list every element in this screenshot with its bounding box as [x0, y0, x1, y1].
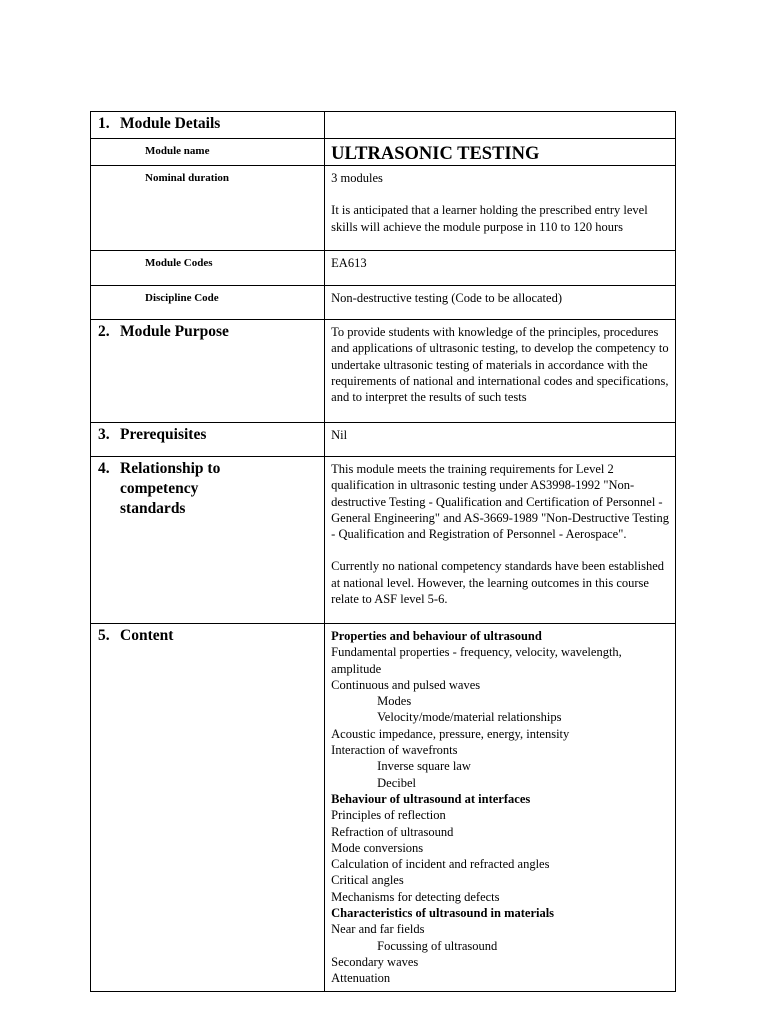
purpose-line: requirements of national and international codes and specifications,	[331, 373, 669, 388]
content-item: Mode conversions	[331, 840, 424, 855]
content-item: Critical angles	[331, 873, 404, 888]
nominal-duration-label: Nominal duration	[91, 166, 325, 251]
section-content	[91, 624, 325, 992]
discipline-code-value: Non-destructive testing (Code to be allocated)	[325, 286, 676, 320]
section-label: Content	[120, 627, 174, 644]
purpose-line: and to interpret the results of such tests	[331, 390, 527, 405]
module-purpose-text	[325, 320, 676, 423]
relationship-line: This module meets the training requirements for Level 2	[331, 462, 614, 476]
content-list	[325, 624, 676, 992]
content-item: Near and far fields	[331, 922, 425, 937]
nominal-duration-line: It is anticipated that a learner holding the prescribed entry level	[331, 203, 648, 218]
section-label	[120, 459, 220, 519]
content-item: Modes	[377, 694, 412, 709]
section-module-details	[91, 112, 325, 139]
content-item: Decibel	[377, 775, 417, 790]
purpose-line: To provide students with knowledge of the principles, procedures	[331, 325, 659, 339]
relationship-line: relate to ASF level 5-6.	[331, 592, 448, 607]
section-number: 5.	[98, 627, 110, 644]
module-details-table	[90, 111, 676, 992]
relationship-line: - Qualification and Registration of Personnel - Aerospace".	[331, 527, 627, 542]
content-heading: Characteristics of ultrasound in materials	[331, 906, 555, 921]
nominal-duration-line: skills will achieve the module purpose in 110 to 120 hours	[331, 219, 624, 234]
content-item: Mechanisms for detecting defects	[331, 889, 500, 904]
relationship-line: General Engineering" and AS-3669-1989 "Non-Destructive Testing	[331, 510, 669, 525]
content-item: Secondary waves	[331, 954, 419, 969]
content-heading: Properties and behaviour of ultrasound	[331, 629, 542, 643]
discipline-code-label: Discipline Code	[91, 286, 325, 320]
purpose-line: and applications of ultrasonic testing, to develop the competency to	[331, 341, 669, 356]
nominal-duration-cell	[325, 166, 676, 251]
content-item: Inverse square law	[377, 759, 471, 774]
content-item: Refraction of ultrasound	[331, 824, 454, 839]
relationship-line: qualification in ultrasonic testing under AS3998-1992 "Non-	[331, 478, 635, 493]
content-item: Velocity/mode/material relationships	[377, 710, 562, 725]
content-item: Fundamental properties - frequency, velocity, wavelength,	[331, 645, 622, 660]
section-label-line: Relationship to	[120, 460, 221, 477]
content-heading: Behaviour of ultrasound at interfaces	[331, 791, 531, 806]
content-item: Principles of reflection	[331, 808, 446, 823]
content-item: Focussing of ultrasound	[377, 938, 498, 953]
nominal-duration-line: 3 modules	[331, 171, 383, 185]
content-item: Continuous and pulsed waves	[331, 677, 481, 692]
content-item: Interaction of wavefronts	[331, 743, 458, 758]
section-relationship	[91, 457, 325, 624]
content-item: amplitude	[331, 661, 382, 676]
module-name-value: ULTRASONIC TESTING	[325, 139, 676, 166]
module-codes-value: EA613	[325, 251, 676, 286]
relationship-line: at national level. However, the learning outcomes in this course	[331, 575, 649, 590]
section-number: 3.	[98, 426, 110, 443]
section-module-purpose	[91, 320, 325, 423]
section-number: 2.	[98, 323, 110, 340]
section-prerequisites	[91, 423, 325, 457]
relationship-text	[325, 457, 676, 624]
section-label-line: standards	[120, 500, 186, 517]
relationship-line: Currently no national competency standards have been established	[331, 559, 665, 574]
section-label: Module Details	[120, 115, 221, 132]
section-label-line: competency	[120, 480, 199, 497]
purpose-line: undertake ultrasonic testing of materials in accordance with the	[331, 357, 648, 372]
empty-cell	[325, 112, 676, 139]
content-item: Acoustic impedance, pressure, energy, intensity	[331, 726, 570, 741]
module-codes-label: Module Codes	[91, 251, 325, 286]
content-item: Attenuation	[331, 971, 391, 986]
module-name-label: Module name	[91, 139, 325, 166]
section-number: 1.	[98, 115, 110, 132]
prerequisites-value: Nil	[325, 423, 676, 457]
section-number: 4.	[98, 460, 110, 477]
section-label: Prerequisites	[120, 426, 207, 443]
section-label: Module Purpose	[120, 323, 229, 340]
content-item: Calculation of incident and refracted angles	[331, 857, 550, 872]
relationship-line: destructive Testing - Qualification and Certification of Personnel -	[331, 494, 663, 509]
